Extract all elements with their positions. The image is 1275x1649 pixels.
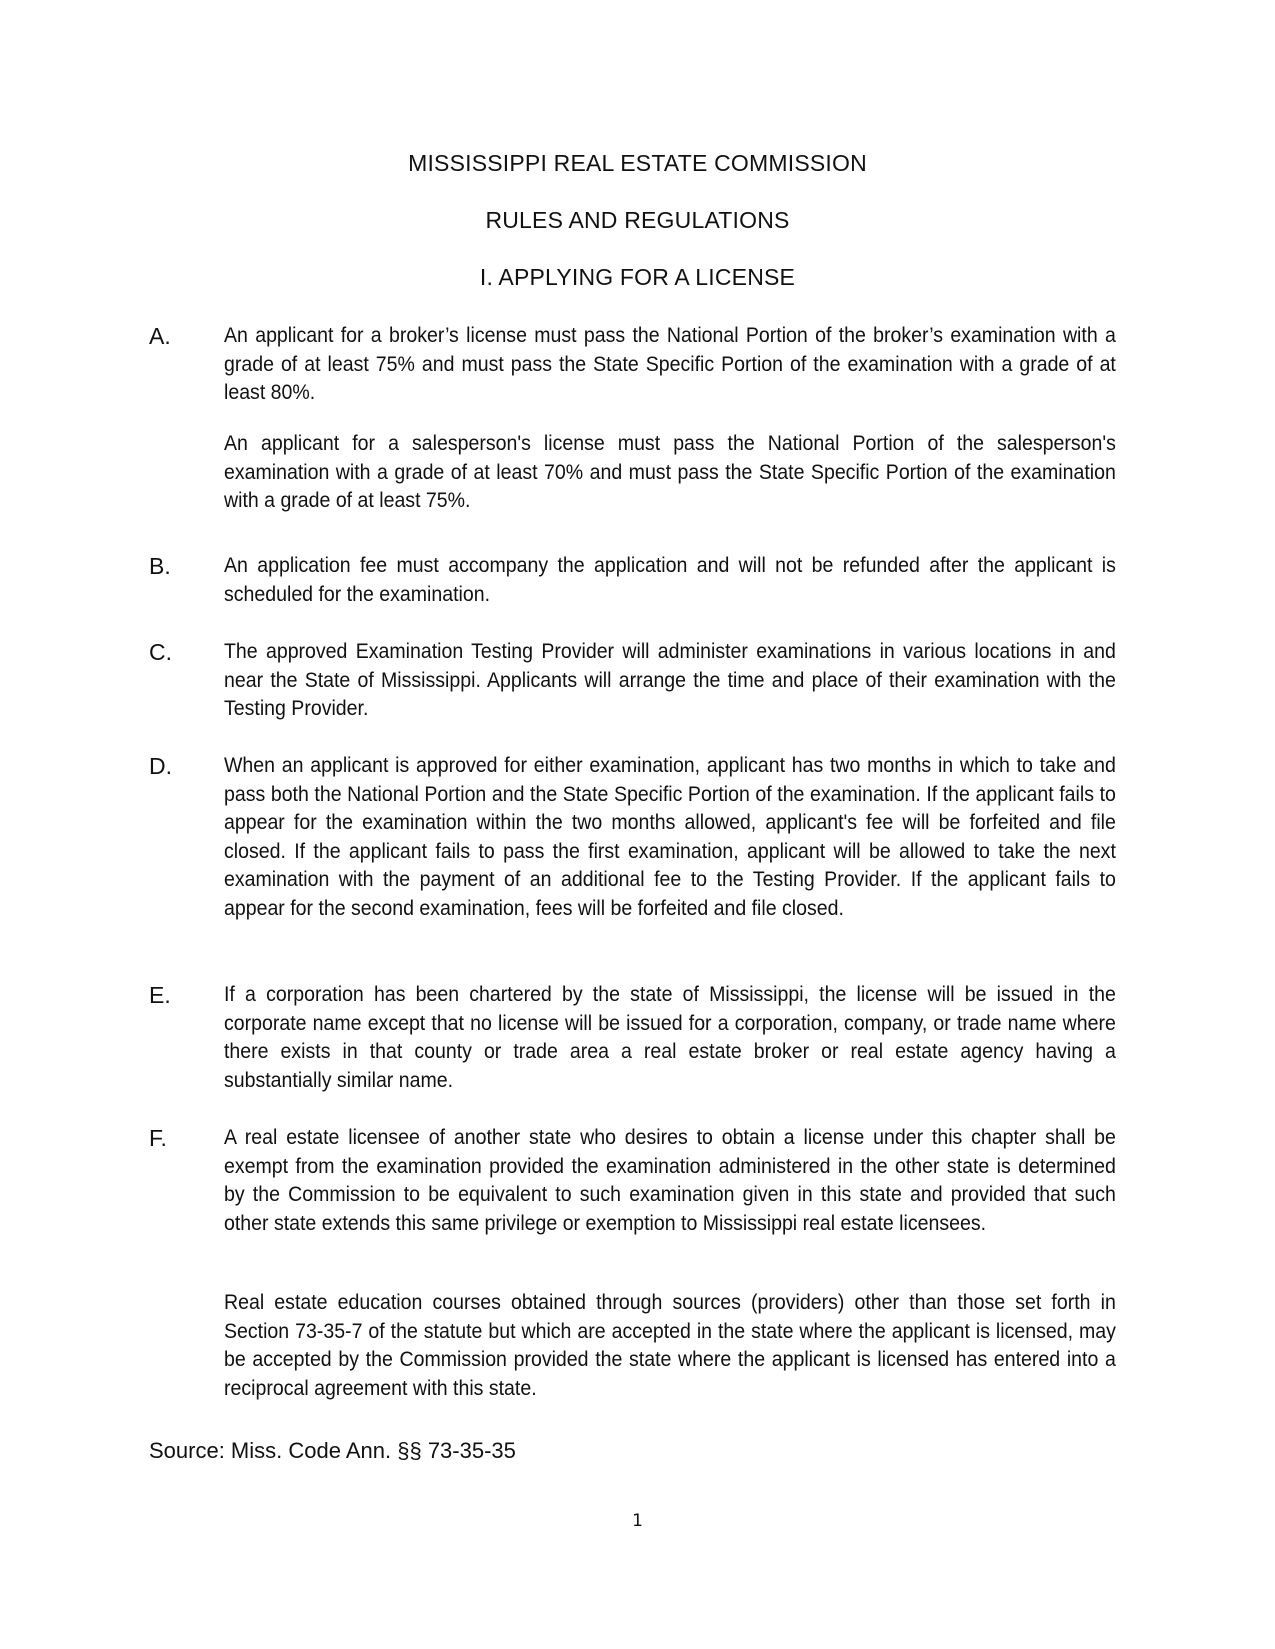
section-paragraph: The approved Examination Testing Provider will administer examinations in various locations in and near the State of Mississippi. Applicants will arrange the time and place of their examination with the Testing Provider. bbox=[224, 640, 1116, 721]
section-paragraph: Real estate education courses obtained through sources (providers) other than those set forth in Section 73-35-7 of the statute but which are accepted in the state where the applicant is licensed, may be accepted by the Commission provided the state where the applicant is licensed has entered into a reciprocal agreement with this state. bbox=[224, 1291, 1116, 1400]
section-paragraph: An application fee must accompany the application and will not be refunded after the applicant is scheduled for the examination. bbox=[224, 554, 1116, 606]
section-letter: F. bbox=[149, 1125, 167, 1151]
chapter-heading: I. APPLYING FOR A LICENSE bbox=[479, 264, 796, 290]
section-letter: C. bbox=[149, 639, 172, 665]
document-title: MISSISSIPPI REAL ESTATE COMMISSION bbox=[408, 150, 867, 176]
section-paragraph: If a corporation has been chartered by the state of Mississippi, the license will be issued in the corporate name except that no license will be issued for a corporation, company, or trade name where there exists in that county or trade area a real estate broker or real estate agency having a substantially similar name. bbox=[224, 983, 1116, 1092]
section-letter: A. bbox=[149, 323, 171, 349]
section-letter: B. bbox=[149, 553, 171, 579]
document-subtitle: RULES AND REGULATIONS bbox=[485, 207, 790, 233]
page-number: 1 bbox=[632, 1511, 643, 1531]
section-letter: D. bbox=[149, 753, 172, 779]
section-paragraph: A real estate licensee of another state who desires to obtain a license under this chapter shall be exempt from the examination provided the examination administered in the other state is determined by the Commission to be equivalent to such examination given in this state and provided that such other state extends this same privilege or exemption to Mississippi real estate licensees. bbox=[224, 1126, 1116, 1235]
section-paragraph: An applicant for a broker’s license must pass the National Portion of the broker’s examination with a grade of at least 75% and must pass the State Specific Portion of the examination with a grade of at least 80%. bbox=[224, 324, 1116, 405]
section-paragraph: An applicant for a salesperson's license must pass the National Portion of the salesperson's examination with a grade of at least 70% and must pass the State Specific Portion of the examination with a grade of at least 75%. bbox=[224, 432, 1116, 513]
section-letter: E. bbox=[149, 982, 171, 1008]
source-citation: Source: Miss. Code Ann. §§ 73-35-35 bbox=[149, 1438, 516, 1463]
section-paragraph: When an applicant is approved for either examination, applicant has two months in which to take and pass both the National Portion and the State Specific Portion of the examination. If the applicant fails to appear for the examination within the two months allowed, applicant's fee will be forfeited and file closed. If the applicant fails to pass the first examination, applicant will be allowed to take the next examination with the payment of an additional fee to the Testing Provider. If the applicant fails to appear for the second examination, fees will be forfeited and file closed. bbox=[224, 754, 1116, 920]
